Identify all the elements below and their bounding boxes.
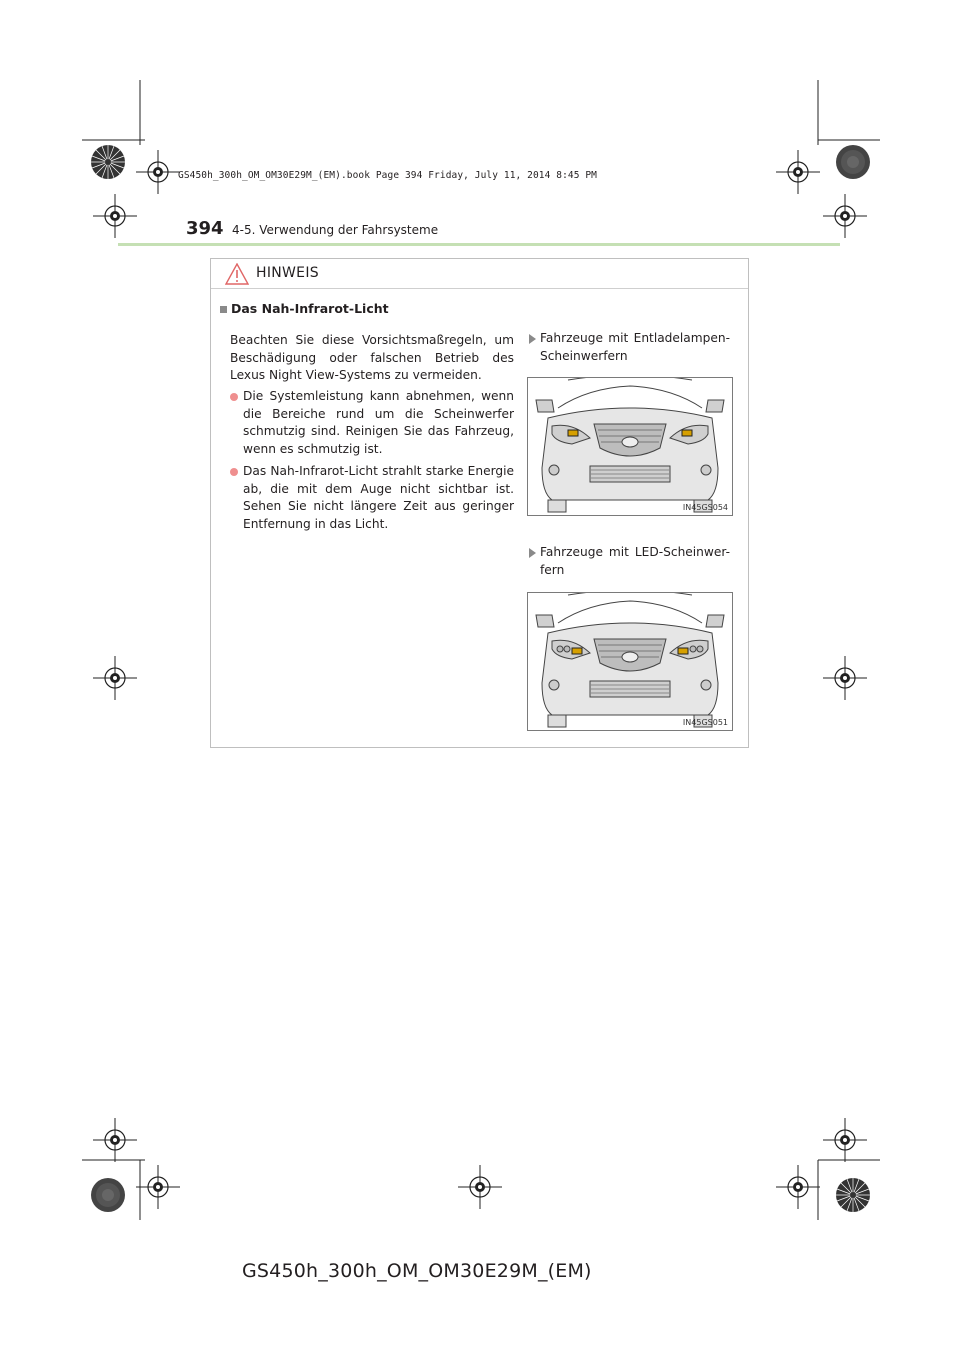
figure-1-car-front-illustration <box>527 377 733 516</box>
car-front-drawing <box>528 593 732 730</box>
notice-header <box>211 259 748 289</box>
footer-model-code: GS450h_300h_OM_OM30E29M_(EM) <box>242 1260 592 1282</box>
notice-bullet-2: Das Nah-Infrarot-Licht strahlt starke Energie ab, die mit dem Auge nicht sichtbar ist. Sehen Sie nicht längere Zeit aus geringer Entfernung in das Licht. <box>243 464 514 531</box>
figure-1-code: IN45GS054 <box>682 503 728 512</box>
notice-intro: Beachten Sie diese Vorsichtsmaßregeln, um Beschädigung oder falschen Betrieb des Lexus Night View-Systems zu vermeiden. <box>230 333 514 382</box>
bullet-dot-icon <box>230 393 238 401</box>
bullet-dot-icon <box>230 468 238 476</box>
page-number: 394 <box>186 218 224 239</box>
warning-triangle-icon <box>225 263 249 285</box>
figure-2-caption: Fahrzeuge mit LED-Scheinwer-fern <box>540 545 730 577</box>
section-title: 4-5. Verwendung der Fahrsysteme <box>232 223 439 237</box>
figure-1-caption: Fahrzeuge mit Entladelampen-Scheinwerfern <box>540 331 730 363</box>
header-rule <box>118 243 840 246</box>
figure-2-code: IN45GS051 <box>682 718 728 727</box>
notice-subheading: Das Nah-Infrarot-Licht <box>231 301 389 316</box>
car-front-drawing <box>528 378 732 515</box>
notice-box <box>210 258 749 748</box>
figure-2-car-front-illustration <box>527 592 733 731</box>
triangle-bullet-icon <box>529 334 536 344</box>
notice-bullet-1: Die Systemleistung kann abnehmen, wenn die Bereiche rund um die Scheinwerfer schmutzig sind. Reinigen Sie das Fahrzeug, wenn es schmutzig ist. <box>243 389 514 456</box>
square-bullet-icon <box>220 306 227 313</box>
triangle-bullet-icon <box>529 548 536 558</box>
book-info-line: GS450h_300h_OM_OM30E29M_(EM).book Page 394 Friday, July 11, 2014 8:45 PM <box>178 170 598 181</box>
notice-title: HINWEIS <box>256 265 319 281</box>
